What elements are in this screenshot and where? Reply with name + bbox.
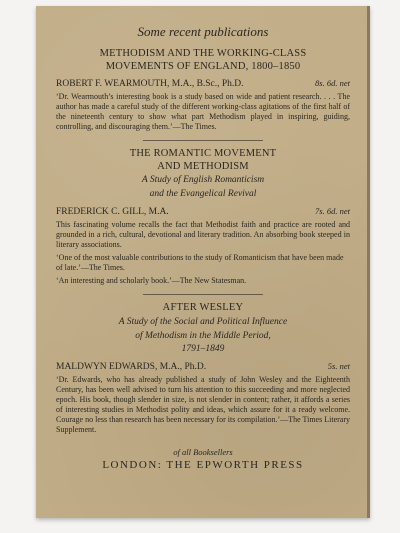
author-row [56,361,350,372]
author-row [56,78,350,89]
book-subtitle-line: A Study of the Social and Political Influence [118,316,288,327]
book-subtitle-line: A Study of English Romanticism [141,175,265,186]
cover-text-block [56,24,350,471]
book-subtitle-line: of Methodism in the Middle Period, [135,330,271,341]
book-description: ‘Dr. Wearmouth’s interesting book is a study based on wide and patient research. . . . The author has made a careful study of the different working-class agitations of the first half of the nineteenth century to show what part Methodism played in inspiring, guiding, controlling, and discouraging them.’—The Times. [56,92,350,132]
header-title: Some recent publications [137,24,269,39]
author-name: MALDWYN EDWARDS, M.A., Ph.D. [56,362,207,373]
price: 8s. 6d. net [315,78,350,89]
book-title-line: METHODISM AND THE WORKING-CLASS [99,48,307,59]
book-entry-3 [56,302,350,435]
book-entry-1 [56,48,350,132]
cover-edge [367,6,370,518]
book-subtitle-line: 1791–1849 [181,344,225,355]
price: 5s. net [327,361,350,372]
author-row [56,206,350,217]
book-back-cover [36,6,370,518]
book-title-line: THE ROMANTIC MOVEMENT [129,148,277,160]
book-description: ‘Dr. Edwards, who has already published a study of John Wesley and the Eighteenth Century, has been well advised to turn his attention to this succeeding and more neglected epoch. His book, though slender in size, is not slender in content; rather, it affords a series of interesting studies in Methodist polity and ideas, which assure for it a ready welcome. Courage no less than research has been necessary for its compilation.’—The Times Literary Supplement. [56,375,350,435]
book-title-line: AFTER WESLEY [162,302,244,314]
review-quote: ‘One of the most valuable contributions to the study of Romanticism that have been made of late.’—The Times. [56,253,344,273]
price: 7s. 6d. net [315,206,350,217]
divider [143,140,263,141]
review-quote: ‘An interesting and scholarly book.’—The New Statesman. [56,276,247,286]
book-title-line: AND METHODISM [157,160,249,172]
book-subtitle-line: and the Evangelical Revival [149,189,257,200]
book-description: This fascinating volume recalls the fact that Methodist faith and practice are rooted and grounded in a rich, cultural, devotional and literary tradition. An absorbing book steeped in literary associations. [56,220,350,250]
author-name: FREDERICK C. GILL, M.A. [56,207,169,218]
book-entry-2 [56,148,350,286]
book-title-line: MOVEMENTS OF ENGLAND, 1800–1850 [105,60,301,72]
publisher-line: LONDON: THE EPWORTH PRESS [102,459,304,472]
author-name: ROBERT F. WEARMOUTH, M.A., B.Sc., Ph.D. [56,79,244,90]
divider [143,294,263,295]
footer-note: of all Booksellers [173,447,233,458]
